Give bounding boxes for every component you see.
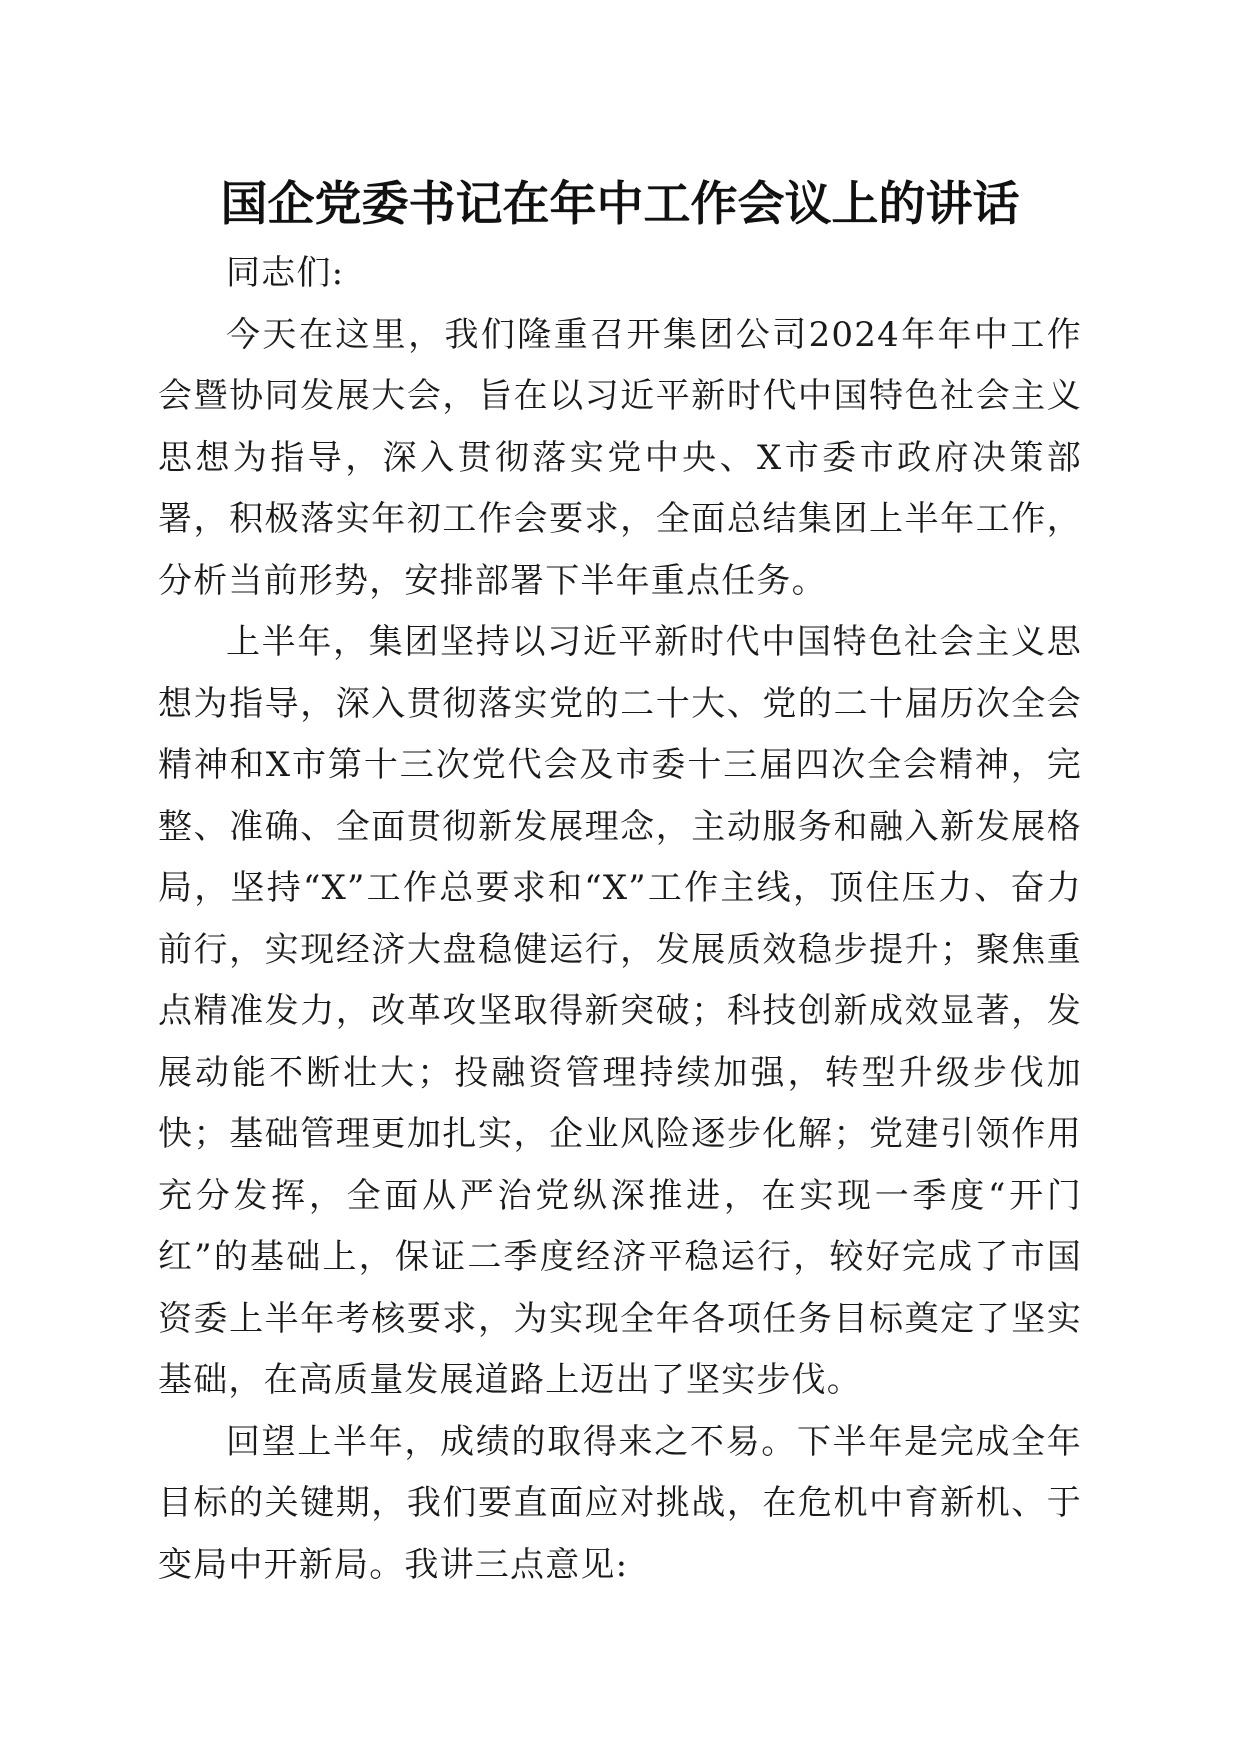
salutation: 同志们: [226,253,345,293]
document-title: 国企党委书记在年中工作会议上的讲话 [220,177,1020,232]
document-body [158,243,1082,1596]
paragraph-opening: 今天在这里，我们隆重召开集团公司2024年年中工作会暨协同发展大会，旨在以习近平新时代中国特色社会主义思想为指导，深入贯彻落实党中央、X市委市政府决策部署，积极落实年初工作会要求，全面总结集团上半年工作，分析当前形势，安排部署下半年重点任务。 [158,314,1082,601]
paragraph-outlook: 回望上半年，成绩的取得来之不易。下半年是完成全年目标的关键期，我们要直面应对挑战，在危机中育新机、于变局中开新局。我讲三点意见: [158,1421,1082,1585]
paragraph-first-half-review: 上半年，集团坚持以习近平新时代中国特色社会主义思想为指导，深入贯彻落实党的二十大、党的二十届历次全会精神和X市第十三次党代会及市委十三届四次全会精神，完整、准确、全面贯彻新发展理念，主动服务和融入新发展格局，坚持“X”工作总要求和“X”工作主线，顶住压力、奋力前行，实现经济大盘稳健运行，发展质效稳步提升；聚焦重点精准发力，改革攻坚取得新突破；科技创新成效显著，发展动能不断壮大；投融资管理持续加强，转型升级步伐加快；基础管理更加扎实，企业风险逐步化解；党建引领作用充分发挥，全面从严治党纵深推进，在实现一季度“开门红”的基础上，保证二季度经济平稳运行，较好完成了市国资委上半年考核要求，为实现全年各项任务目标奠定了坚实基础，在高质量发展道路上迈出了坚实步伐。 [158,622,1082,1400]
